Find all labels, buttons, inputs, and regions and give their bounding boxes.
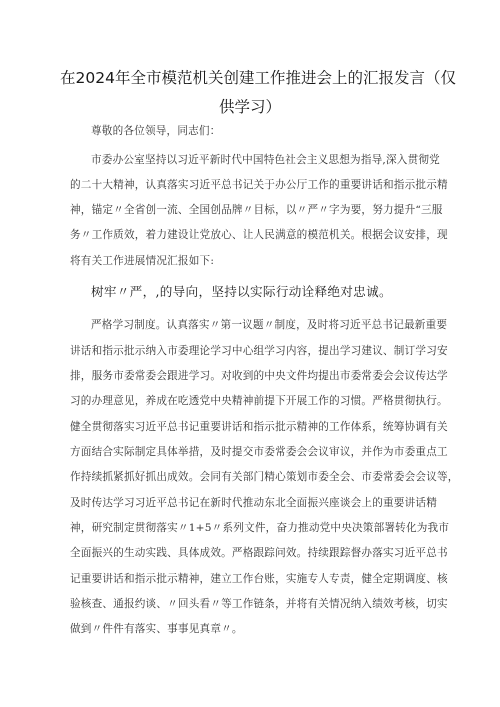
intro-line: 将有关工作进展情况汇报如下: (70, 255, 215, 267)
body-line: 记重要讲话和指示批示精神，建立工作台账，实施专人专责，健全定期调度、核 (70, 573, 448, 585)
section-heading: 树牢〃严，,的导向，坚持以实际行动诠释绝对忠诚。 (91, 284, 392, 299)
body-line: 严格学习制度。认真落实〃第一议题〃制度，及时将习近平总书记最新重要 (91, 319, 448, 331)
body-line: 做到〃件件有落实、事事见真章〃。 (70, 623, 243, 635)
body-line: 全面振兴的生动实践、具体成效。严格跟踪问效。持续跟踪督办落实习近平总书 (70, 547, 448, 559)
body-line: 习的办理意见，养成在吃透党中央精神前提下开展工作的习惯。严格贯彻执行。 (70, 395, 448, 407)
document-title-line-1: 在2024年全市模范机关创建工作推进会上的汇报发言（仅 (60, 69, 456, 87)
document-title-line-2: 供学习） (218, 98, 281, 116)
body-line: 排，服务市委常委会跟进学习。对收到的中央文件均提出市委常委会会议传达学 (70, 370, 448, 382)
intro-line: 务〃工作质效，着力建设让党放心、让人民满意的模范机关。根据会议安排，现 (70, 229, 448, 241)
body-line: 讲话和指示批示纳入市委理论学习中心组学习内容，提出学习建议、制订学习安 (70, 345, 448, 357)
body-line: 验核查、通报约谈、〃回头看〃等工作链条，并将有关情况纳入绩效考核，切实 (70, 598, 448, 610)
body-line: 及时传达学习习近平总书记在新时代推动东北全面振兴座谈会上的重要讲话精 (70, 497, 437, 509)
intro-line: 神，锚定〃全省创一流、全国创品牌〃目标，以〃严〃字为要，努力提升“三服 (70, 204, 443, 216)
body-line: 方面结合实际制定具体举措，及时提交市委常委会会议审议，并作为市委重点工 (70, 446, 448, 458)
salutation: 尊敬的各位领导，同志们： (91, 125, 221, 137)
body-line: 作持续抓紧抓好抓出成效。会同有关部门精心策划市委全会、市委常委会会议等， (70, 471, 459, 483)
body-line: 健全贯彻落实习近平总书记重要讲话和指示批示精神的工作体系，统筹协调有关 (70, 421, 448, 433)
intro-line: 的二十大精神，认真落实习近平总书记关于办公厅工作的重要讲话和指示批示精 (70, 179, 448, 191)
body-line: 神，研究制定贯彻落实〃1+5〃系列文件，奋力推动党中央决策部署转化为我市 (70, 522, 450, 534)
intro-line: 市委办公室坚持以习近平新时代中国特色社会主义思想为指导,深入贯彻党 (91, 154, 440, 166)
